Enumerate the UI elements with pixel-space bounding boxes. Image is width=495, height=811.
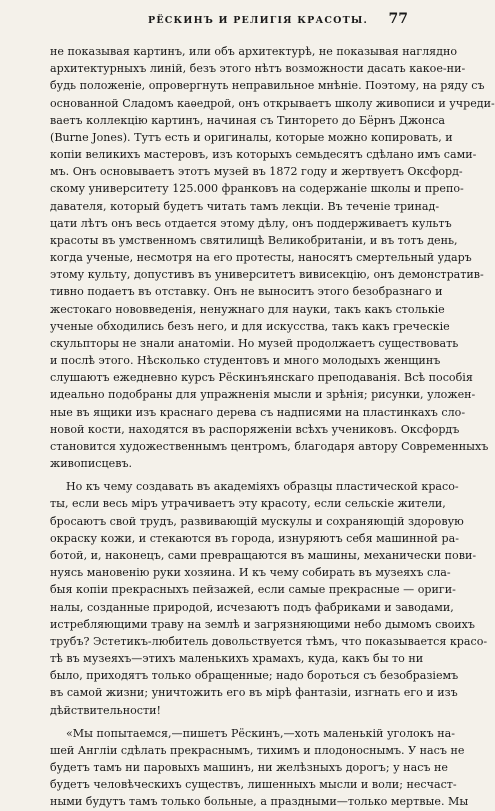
text-line: и послѣ этого. Нѣсколько студентовъ и много молодыхъ женщинъ [50,354,441,368]
text-line: нуясь мановенію руки хозяина. И къ чему собирать въ музеяхъ сла- [50,566,451,580]
text-line: окраску кожи, и стекаются въ города, изнуряютъ себя машинной ра- [50,531,459,545]
text-line: тѣ въ музеяхъ—этихъ маленькихъ храмахъ, куда, какъ бы то ни [50,652,424,666]
text-line: копіи великихъ мастеровъ, изъ которыхъ семьдесятъ сдѣлано имъ сами- [50,148,477,162]
text-line: «Мы попытаемся,—пишетъ Рёскинъ,—хоть маленькій уголокъ на- [66,726,455,740]
text-line: (Burne Jones). Тутъ есть и оригиналы, которые можно копировать, и [50,130,453,144]
text-line: было, приходятъ только обращенные; надо бороться съ безобразіемъ [50,669,459,683]
text-line: архитектурныхъ линій, безъ этого нѣтъ возможности дасать какое-ни- [50,62,466,76]
text-line: цати лѣтъ онъ весь отдается этому дѣлу, онъ поддерживаетъ культъ [50,216,452,230]
text-line: тивно подаетъ въ отставку. Онъ не выноситъ этого безобразнаго и [50,285,443,299]
paragraph [50,478,488,718]
text-line: красоты въ умственномъ святилищѣ Великобританіи, и въ тотъ день, [50,233,458,247]
text-line: новой кости, находятся въ распоряженіи всѣхъ учениковъ. Оксфордъ [50,422,460,436]
text-line: быя копіи прекрасныхъ пейзажей, если самые прекрасные — ориги- [50,583,456,597]
text-line: слушаютъ ежедневно курсъ Рёскинъянскаго преподаванія. Всѣ пособія [50,371,473,385]
text-line: ботой, и, наконецъ, сами превращаются въ машины, механически пови- [50,548,477,562]
text-line: въ самой жизни; уничтожить его въ мірѣ фантазіи, изгнать его и изъ [50,686,458,700]
text-line: трубъ? Эстетикъ-любитель довольствуется тѣмъ, что показывается красо- [50,634,488,648]
text-line: будетъ человѣческихъ существъ, лишенныхъ мысли и воли; несчаст- [50,778,457,792]
text-line: истребляющими траву на землѣ и загрязняющими небо дымомъ своихъ [50,617,475,631]
text-line: когда ученые, несмотря на его протесты, наносятъ смертельный ударъ [50,251,472,265]
text-line: мъ. Онъ основываетъ этотъ музей въ 1872 году и жертвуетъ Оксфорд- [50,165,463,179]
text-line: Но къ чему создавать въ академіяхъ образцы пластической красо- [66,480,459,494]
text-line: скому университету 125.000 франковъ на содержаніе школы и препо- [50,182,464,196]
text-line: живописцевъ. [50,457,133,471]
text-line: этому культу, допустивъ въ университетъ вивисекцію, онъ демонстратив- [50,268,484,282]
text-line: будь положеніе, опровергнуть неправильное мнѣніе. Поэтому, на ряду съ [50,79,485,93]
text-line: давателя, который будетъ читать тамъ лекціи. Въ теченіе тринад- [50,199,440,213]
text-line: будетъ тамъ ни паровыхъ машинъ, ни желѣзныхъ дорогъ; у насъ не [50,761,448,775]
text-line: становится художественнымъ центромъ, благодаря автору Современныхъ [50,439,489,453]
text-line: шей Англіи сдѣлать прекраснымъ, тихимъ и плодоноснымъ. У насъ не [50,743,465,757]
text-line: дѣйствительности! [50,703,161,717]
page-header [52,11,410,31]
text-line: скульпторы не знали анатоміи. Но музей продолжаетъ существовать [50,336,459,350]
text-line: ваетъ коллекцію картинъ, начиная съ Тинторето до Бёрнъ Джонса [50,113,445,127]
text-line: налы, созданные природой, исчезаютъ подъ фабриками и заводами, [50,600,454,614]
paragraph [50,43,495,472]
text-line: ты, если весь міръ утрачиваетъ эту красоту, если сельскіе жители, [50,497,446,511]
text-line: ные въ ящики изъ краснаго дерева съ надписями на пластинкахъ сло- [50,405,466,419]
text-line: ученые обходились безъ него, и для искусства, такъ какъ греческіе [50,319,450,333]
text-line: жестокаго нововведенія, ненужнаго для науки, такъ какъ столькіе [50,302,445,316]
page-number: 77 [388,11,408,27]
text-line: не показывая картинъ, или объ архитектурѣ, не показывая наглядно [50,45,458,58]
text-line: ными будутъ тамъ только больные, а праздными—только мертвые. Мы [50,795,469,809]
text-line: бросаютъ свой трудъ, развивающій мускулы и сохраняющій здоровую [50,514,464,528]
text-line: идеально подобраны для упражненія мысли и зрѣнія; рисунки, уложен- [50,388,476,402]
page-body-text [50,43,495,811]
paragraph [50,725,469,811]
running-title: РЁСКИНЪ И РЕЛИГІЯ КРАСОТЫ. [148,15,369,26]
text-line: основанной Сладомъ каѳедрой, онъ открываетъ школу живописи и учреди- [50,96,495,110]
